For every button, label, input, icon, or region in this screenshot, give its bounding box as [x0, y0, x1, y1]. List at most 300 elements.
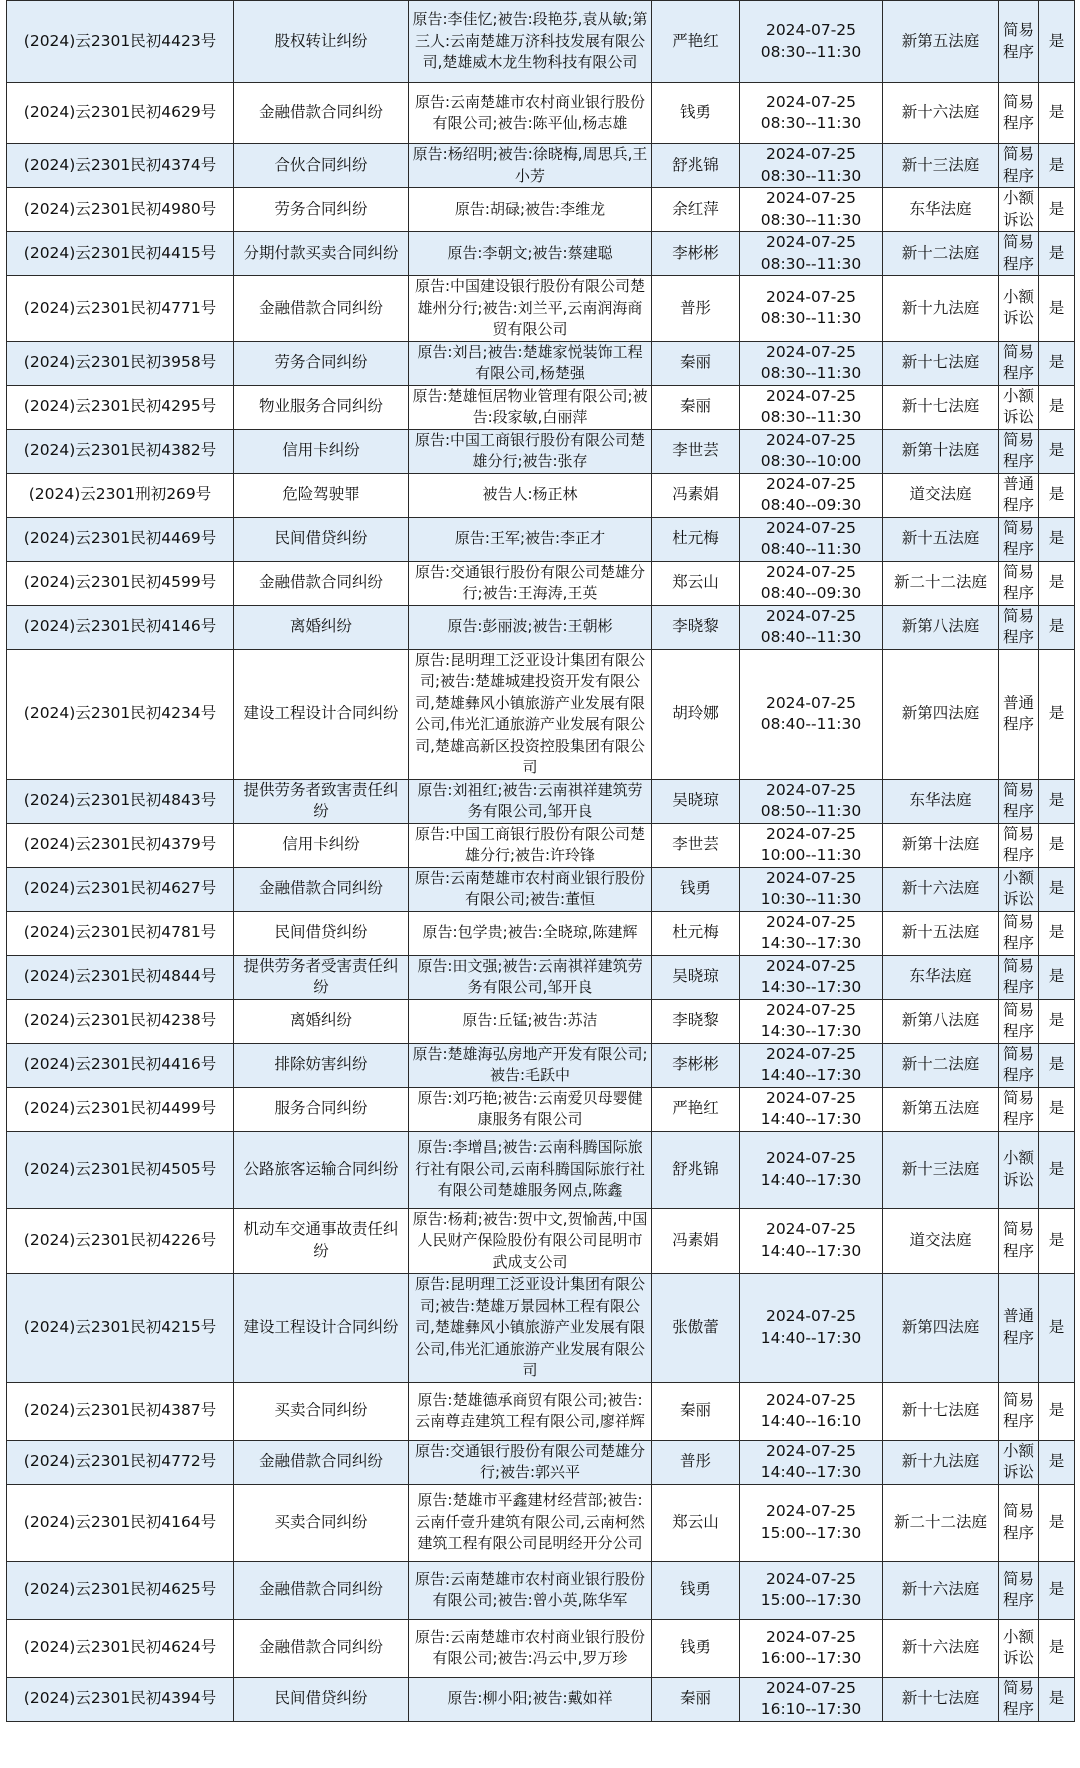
- public-hearing-cell: 是: [1039, 955, 1075, 999]
- public-hearing-cell: 是: [1039, 1484, 1075, 1561]
- public-hearing-cell: 是: [1039, 999, 1075, 1043]
- case-number-cell: (2024)云2301民初4844号: [7, 955, 234, 999]
- procedure-cell: 普通程序: [999, 473, 1039, 517]
- public-hearing-cell: 是: [1039, 649, 1075, 779]
- case-number-cell: (2024)云2301民初4416号: [7, 1043, 234, 1087]
- hearing-time-cell: [740, 911, 883, 955]
- procedure-cell: 简易程序: [999, 1087, 1039, 1131]
- judge-cell: 杜元梅: [652, 517, 740, 561]
- case-cause-cell: 金融借款合同纠纷: [234, 1619, 409, 1677]
- hearing-time-cell: [740, 649, 883, 779]
- hearing-date: 2024-07-25: [765, 1502, 857, 1520]
- parties-cell: 原告:云南楚雄市农村商业银行股份有限公司;被告:董恒: [409, 867, 652, 911]
- table-row: [7, 823, 1075, 867]
- judge-cell: 秦丽: [652, 341, 740, 385]
- case-number-cell: (2024)云2301民初4771号: [7, 276, 234, 342]
- parties-cell: 原告:中国工商银行股份有限公司楚雄分行;被告:张存: [409, 429, 652, 473]
- judge-cell: 钱勇: [652, 867, 740, 911]
- public-hearing-cell: 是: [1039, 1561, 1075, 1619]
- hearing-date: 2024-07-25: [765, 1307, 857, 1326]
- judge-cell: 舒兆锦: [652, 1131, 740, 1208]
- parties-cell: 原告:杨莉;被告:贺中文,贺愉茜,中国人民财产保险股份有限公司昆明市武成支公司: [409, 1208, 652, 1274]
- judge-cell: 李世芸: [652, 823, 740, 867]
- courtroom-cell: 新第五法庭: [883, 1, 999, 83]
- courtroom-cell: 新二十二法庭: [883, 1484, 999, 1561]
- courtroom-cell: 新十七法庭: [883, 1382, 999, 1440]
- hearing-time-range: 08:30--11:30: [760, 42, 862, 61]
- table-row: [7, 1484, 1075, 1561]
- table-row: [7, 605, 1075, 649]
- parties-cell: 原告:田文强;被告:云南祺祥建筑劳务有限公司,邹开良: [409, 955, 652, 999]
- hearing-date: 2024-07-25: [765, 1000, 857, 1019]
- procedure-cell: 简易程序: [999, 955, 1039, 999]
- hearing-time-cell: [740, 999, 883, 1043]
- case-number-cell: (2024)云2301民初4394号: [7, 1677, 234, 1721]
- procedure-cell: 简易程序: [999, 779, 1039, 823]
- hearing-time-cell: [740, 779, 883, 823]
- hearing-date: 2024-07-25: [765, 1220, 857, 1239]
- case-number-cell: (2024)云2301民初4843号: [7, 779, 234, 823]
- case-cause-cell: 提供劳务者致害责任纠纷: [234, 779, 409, 823]
- parties-cell: 原告:王军;被告:李正才: [409, 517, 652, 561]
- case-number-cell: (2024)云2301民初4164号: [7, 1484, 234, 1561]
- table-row: [7, 1087, 1075, 1131]
- procedure-cell: 简易程序: [999, 341, 1039, 385]
- procedure-cell: 小额诉讼: [999, 276, 1039, 342]
- table-row: [7, 999, 1075, 1043]
- table-row: [7, 83, 1075, 144]
- parties-cell: 原告:刘巧艳;被告:云南爱贝母婴健康服务有限公司: [409, 1087, 652, 1131]
- hearing-date: 2024-07-25: [765, 868, 857, 887]
- case-cause-cell: 信用卡纠纷: [234, 429, 409, 473]
- hearing-date: 2024-07-25: [765, 342, 857, 361]
- procedure-cell: 简易程序: [999, 605, 1039, 649]
- judge-cell: 吴晓琼: [652, 779, 740, 823]
- courtroom-cell: 新第四法庭: [883, 649, 999, 779]
- parties-cell: 原告:楚雄德承商贸有限公司;被告:云南尊垚建筑工程有限公司,廖祥辉: [409, 1382, 652, 1440]
- hearing-time-cell: [740, 83, 883, 144]
- hearing-time-range: 08:40--11:30: [760, 540, 862, 558]
- public-hearing-cell: 是: [1039, 823, 1075, 867]
- procedure-cell: 简易程序: [999, 823, 1039, 867]
- hearing-time-cell: [740, 561, 883, 605]
- procedure-cell: 小额诉讼: [999, 867, 1039, 911]
- table-row: [7, 1, 1075, 83]
- courtroom-cell: 新第十法庭: [883, 823, 999, 867]
- hearing-time-range: 14:40--17:30: [760, 1110, 862, 1128]
- hearing-time-cell: [740, 1561, 883, 1619]
- hearing-time-cell: [740, 473, 883, 517]
- hearing-time-range: 14:40--17:30: [760, 1170, 862, 1189]
- parties-cell: 原告:柳小阳;被告:戴如祥: [409, 1677, 652, 1721]
- case-cause-cell: 公路旅客运输合同纠纷: [234, 1131, 409, 1208]
- judge-cell: 李世芸: [652, 429, 740, 473]
- parties-cell: 原告:中国工商银行股份有限公司楚雄分行;被告:许玲锋: [409, 823, 652, 867]
- courtroom-cell: 新十五法庭: [883, 911, 999, 955]
- case-number-cell: (2024)云2301民初4374号: [7, 144, 234, 188]
- hearing-date: 2024-07-25: [765, 386, 857, 405]
- hearing-time-range: 08:30--10:00: [760, 452, 862, 470]
- case-cause-cell: 劳务合同纠纷: [234, 341, 409, 385]
- judge-cell: 普彤: [652, 276, 740, 342]
- public-hearing-cell: 是: [1039, 341, 1075, 385]
- case-number-cell: (2024)云2301民初4146号: [7, 605, 234, 649]
- case-cause-cell: 金融借款合同纠纷: [234, 561, 409, 605]
- table-row: [7, 1208, 1075, 1274]
- public-hearing-cell: 是: [1039, 1274, 1075, 1383]
- judge-cell: 普彤: [652, 1440, 740, 1484]
- public-hearing-cell: 是: [1039, 1208, 1075, 1274]
- hearing-time-cell: [740, 867, 883, 911]
- public-hearing-cell: 是: [1039, 1, 1075, 83]
- judge-cell: 秦丽: [652, 1382, 740, 1440]
- case-cause-cell: 买卖合同纠纷: [234, 1484, 409, 1561]
- procedure-cell: 简易程序: [999, 1, 1039, 83]
- public-hearing-cell: 是: [1039, 188, 1075, 232]
- case-cause-cell: 金融借款合同纠纷: [234, 83, 409, 144]
- courtroom-cell: 道交法庭: [883, 1208, 999, 1274]
- public-hearing-cell: 是: [1039, 276, 1075, 342]
- hearing-date: 2024-07-25: [765, 1044, 857, 1063]
- case-cause-cell: 金融借款合同纠纷: [234, 1440, 409, 1484]
- courtroom-cell: 东华法庭: [883, 779, 999, 823]
- case-number-cell: (2024)云2301民初4379号: [7, 823, 234, 867]
- courtroom-cell: 新第八法庭: [883, 605, 999, 649]
- hearing-date: 2024-07-25: [765, 606, 857, 625]
- parties-cell: 原告:杨绍明;被告:徐晓梅,周思兵,王小芳: [409, 144, 652, 188]
- hearing-time-cell: [740, 429, 883, 473]
- procedure-cell: 简易程序: [999, 144, 1039, 188]
- parties-cell: 原告:刘祖红;被告:云南祺祥建筑劳务有限公司,邹开良: [409, 779, 652, 823]
- public-hearing-cell: 是: [1039, 1440, 1075, 1484]
- case-number-cell: (2024)云2301民初4226号: [7, 1208, 234, 1274]
- table-row: [7, 517, 1075, 561]
- public-hearing-cell: 是: [1039, 1131, 1075, 1208]
- courtroom-cell: 新第八法庭: [883, 999, 999, 1043]
- hearing-time-range: 16:10--17:30: [760, 1700, 862, 1718]
- hearing-date: 2024-07-25: [765, 956, 857, 975]
- hearing-time-range: 08:30--11:30: [760, 114, 862, 132]
- public-hearing-cell: 是: [1039, 83, 1075, 144]
- hearing-date: 2024-07-25: [765, 287, 857, 306]
- judge-cell: 李彬彬: [652, 232, 740, 276]
- table-row: [7, 385, 1075, 429]
- procedure-cell: 小额诉讼: [999, 1619, 1039, 1677]
- courtroom-cell: 新十二法庭: [883, 1043, 999, 1087]
- parties-cell: 原告:昆明理工泛亚设计集团有限公司;被告:楚雄城建投资开发有限公司,楚雄彝风小镇旅游产业发展有限公司,伟光汇通旅游产业发展有限公司,楚雄高新区投资控股集团有限公司: [409, 649, 652, 779]
- hearing-date: 2024-07-25: [765, 189, 857, 207]
- case-cause-cell: 民间借贷纠纷: [234, 911, 409, 955]
- table-row: [7, 911, 1075, 955]
- parties-cell: 原告:昆明理工泛亚设计集团有限公司;被告:楚雄万景园林工程有限公司,楚雄彝风小镇旅游产业发展有限公司,伟光汇通旅游产业发展有限公司: [409, 1274, 652, 1383]
- judge-cell: 胡玲娜: [652, 649, 740, 779]
- public-hearing-cell: 是: [1039, 1087, 1075, 1131]
- case-cause-cell: 提供劳务者受害责任纠纷: [234, 955, 409, 999]
- hearing-schedule-table: [6, 0, 1075, 1722]
- hearing-time-cell: [740, 144, 883, 188]
- parties-cell: 原告:云南楚雄市农村商业银行股份有限公司;被告:陈平仙,杨志雄: [409, 83, 652, 144]
- table-row: [7, 561, 1075, 605]
- courtroom-cell: 东华法庭: [883, 955, 999, 999]
- procedure-cell: 简易程序: [999, 1561, 1039, 1619]
- courtroom-cell: 新第十法庭: [883, 429, 999, 473]
- courtroom-cell: 新十二法庭: [883, 232, 999, 276]
- public-hearing-cell: 是: [1039, 779, 1075, 823]
- judge-cell: 秦丽: [652, 1677, 740, 1721]
- public-hearing-cell: 是: [1039, 1677, 1075, 1721]
- table-row: [7, 955, 1075, 999]
- judge-cell: 李晓黎: [652, 605, 740, 649]
- parties-cell: 原告:李增昌;被告:云南科腾国际旅行社有限公司,云南科腾国际旅行社有限公司楚雄服务网点,陈鑫: [409, 1131, 652, 1208]
- hearing-time-range: 08:40--09:30: [760, 584, 862, 602]
- case-cause-cell: 民间借贷纠纷: [234, 1677, 409, 1721]
- procedure-cell: 简易程序: [999, 1484, 1039, 1561]
- hearing-time-range: 14:40--17:30: [760, 1241, 862, 1260]
- courtroom-cell: 新十六法庭: [883, 83, 999, 144]
- table-row: [7, 232, 1075, 276]
- table-row: [7, 1440, 1075, 1484]
- parties-cell: 原告:刘吕;被告:楚雄家悦装饰工程有限公司,杨楚强: [409, 341, 652, 385]
- table-row: [7, 779, 1075, 823]
- hearing-time-range: 14:30--17:30: [760, 934, 862, 952]
- hearing-date: 2024-07-25: [765, 824, 857, 843]
- hearing-time-range: 10:00--11:30: [760, 846, 862, 864]
- hearing-date: 2024-07-25: [765, 912, 857, 931]
- hearing-time-cell: [740, 1043, 883, 1087]
- hearing-date: 2024-07-25: [765, 92, 857, 111]
- public-hearing-cell: 是: [1039, 561, 1075, 605]
- hearing-time-range: 15:00--17:30: [760, 1523, 862, 1542]
- hearing-time-range: 15:00--17:30: [760, 1591, 862, 1609]
- case-number-cell: (2024)云2301民初4625号: [7, 1561, 234, 1619]
- judge-cell: 严艳红: [652, 1, 740, 83]
- parties-cell: 原告:交通银行股份有限公司楚雄分行;被告:郭兴平: [409, 1440, 652, 1484]
- public-hearing-cell: 是: [1039, 605, 1075, 649]
- judge-cell: 郑云山: [652, 1484, 740, 1561]
- hearing-date: 2024-07-25: [765, 21, 857, 39]
- hearing-date: 2024-07-25: [765, 474, 857, 493]
- procedure-cell: 小额诉讼: [999, 1440, 1039, 1484]
- case-cause-cell: 排除妨害纠纷: [234, 1043, 409, 1087]
- hearing-time-range: 16:00--17:30: [760, 1649, 862, 1667]
- hearing-date: 2024-07-25: [765, 233, 857, 251]
- judge-cell: 杜元梅: [652, 911, 740, 955]
- case-cause-cell: 分期付款买卖合同纠纷: [234, 232, 409, 276]
- table-row: [7, 1619, 1075, 1677]
- procedure-cell: 简易程序: [999, 1208, 1039, 1274]
- hearing-time-cell: [740, 276, 883, 342]
- case-cause-cell: 离婚纠纷: [234, 999, 409, 1043]
- case-cause-cell: 民间借贷纠纷: [234, 517, 409, 561]
- table-row: [7, 144, 1075, 188]
- case-number-cell: (2024)云2301民初4980号: [7, 188, 234, 232]
- table-row: [7, 1677, 1075, 1721]
- hearing-time-cell: [740, 1131, 883, 1208]
- case-number-cell: (2024)云2301民初4629号: [7, 83, 234, 144]
- hearing-time-cell: [740, 1440, 883, 1484]
- case-number-cell: (2024)云2301民初4387号: [7, 1382, 234, 1440]
- judge-cell: 张傲蕾: [652, 1274, 740, 1383]
- hearing-date: 2024-07-25: [765, 518, 857, 537]
- table-row: [7, 188, 1075, 232]
- table-row: [7, 1561, 1075, 1619]
- judge-cell: 钱勇: [652, 1619, 740, 1677]
- case-number-cell: (2024)云2301民初4415号: [7, 232, 234, 276]
- courtroom-cell: 新第四法庭: [883, 1274, 999, 1383]
- procedure-cell: 普通程序: [999, 1274, 1039, 1383]
- courtroom-cell: 东华法庭: [883, 188, 999, 232]
- hearing-time-range: 08:40--11:30: [760, 715, 862, 733]
- hearing-time-range: 14:40--16:10: [760, 1412, 862, 1430]
- hearing-date: 2024-07-25: [765, 1678, 857, 1697]
- case-cause-cell: 离婚纠纷: [234, 605, 409, 649]
- procedure-cell: 小额诉讼: [999, 385, 1039, 429]
- hearing-date: 2024-07-25: [765, 562, 857, 581]
- case-cause-cell: 机动车交通事故责任纠纷: [234, 1208, 409, 1274]
- table-row: [7, 473, 1075, 517]
- hearing-schedule-sheet: [6, 0, 1074, 1722]
- procedure-cell: 简易程序: [999, 1382, 1039, 1440]
- procedure-cell: 小额诉讼: [999, 1131, 1039, 1208]
- table-row: [7, 1043, 1075, 1087]
- parties-cell: 被告人:杨正林: [409, 473, 652, 517]
- case-cause-cell: 买卖合同纠纷: [234, 1382, 409, 1440]
- case-number-cell: (2024)云2301民初4772号: [7, 1440, 234, 1484]
- hearing-time-cell: [740, 1677, 883, 1721]
- parties-cell: 原告:彭丽波;被告:王朝彬: [409, 605, 652, 649]
- courtroom-cell: 新十六法庭: [883, 1561, 999, 1619]
- case-number-cell: (2024)云2301民初4295号: [7, 385, 234, 429]
- judge-cell: 李彬彬: [652, 1043, 740, 1087]
- table-row: [7, 1131, 1075, 1208]
- case-number-cell: (2024)云2301民初3958号: [7, 341, 234, 385]
- judge-cell: 郑云山: [652, 561, 740, 605]
- public-hearing-cell: 是: [1039, 911, 1075, 955]
- parties-cell: 原告:楚雄市平鑫建材经营部;被告:云南仟壹升建筑有限公司,云南柯然建筑工程有限公司昆明经开分公司: [409, 1484, 652, 1561]
- parties-cell: 原告:楚雄海弘房地产开发有限公司;被告:毛跃中: [409, 1043, 652, 1087]
- table-row: [7, 429, 1075, 473]
- case-number-cell: (2024)云2301民初4624号: [7, 1619, 234, 1677]
- case-number-cell: (2024)云2301民初4423号: [7, 1, 234, 83]
- hearing-time-cell: [740, 232, 883, 276]
- procedure-cell: 简易程序: [999, 429, 1039, 473]
- hearing-time-range: 08:30--11:30: [760, 210, 862, 229]
- procedure-cell: 简易程序: [999, 999, 1039, 1043]
- hearing-time-range: 08:30--11:30: [760, 364, 862, 382]
- hearing-time-range: 08:50--11:30: [760, 802, 862, 820]
- table-row: [7, 276, 1075, 342]
- public-hearing-cell: 是: [1039, 1043, 1075, 1087]
- case-cause-cell: 合伙合同纠纷: [234, 144, 409, 188]
- courtroom-cell: 新十六法庭: [883, 867, 999, 911]
- hearing-time-cell: [740, 1382, 883, 1440]
- procedure-cell: 简易程序: [999, 911, 1039, 955]
- public-hearing-cell: 是: [1039, 232, 1075, 276]
- hearing-time-range: 08:40--09:30: [760, 496, 862, 514]
- courtroom-cell: 新十六法庭: [883, 1619, 999, 1677]
- hearing-time-cell: [740, 823, 883, 867]
- judge-cell: 钱勇: [652, 1561, 740, 1619]
- case-number-cell: (2024)云2301民初4469号: [7, 517, 234, 561]
- procedure-cell: 简易程序: [999, 232, 1039, 276]
- hearing-time-range: 14:30--17:30: [760, 1022, 862, 1040]
- hearing-time-cell: [740, 1619, 883, 1677]
- hearing-date: 2024-07-25: [765, 780, 857, 799]
- hearing-time-range: 08:30--11:30: [760, 309, 862, 328]
- hearing-date: 2024-07-25: [765, 1088, 857, 1107]
- hearing-date: 2024-07-25: [765, 1441, 857, 1460]
- parties-cell: 原告:胡碌;被告:李维龙: [409, 188, 652, 232]
- parties-cell: 原告:交通银行股份有限公司楚雄分行;被告:王海涛,王英: [409, 561, 652, 605]
- judge-cell: 余红萍: [652, 188, 740, 232]
- courtroom-cell: 新十七法庭: [883, 385, 999, 429]
- courtroom-cell: 新十三法庭: [883, 144, 999, 188]
- case-cause-cell: 金融借款合同纠纷: [234, 276, 409, 342]
- public-hearing-cell: 是: [1039, 385, 1075, 429]
- hearing-time-cell: [740, 1274, 883, 1383]
- table-row: [7, 649, 1075, 779]
- case-number-cell: (2024)云2301民初4599号: [7, 561, 234, 605]
- courtroom-cell: 新十五法庭: [883, 517, 999, 561]
- table-row: [7, 1274, 1075, 1383]
- hearing-date: 2024-07-25: [765, 1569, 857, 1588]
- hearing-time-range: 14:40--17:30: [760, 1066, 862, 1084]
- judge-cell: 李晓黎: [652, 999, 740, 1043]
- case-cause-cell: 建设工程设计合同纠纷: [234, 649, 409, 779]
- hearing-time-range: 10:30--11:30: [760, 890, 862, 908]
- procedure-cell: 简易程序: [999, 517, 1039, 561]
- case-cause-cell: 建设工程设计合同纠纷: [234, 1274, 409, 1383]
- parties-cell: 原告:李佳忆;被告:段艳芬,袁从敏;第三人:云南楚雄万济科技发展有限公司,楚雄威木龙生物科技有限公司: [409, 1, 652, 83]
- courtroom-cell: 新十七法庭: [883, 341, 999, 385]
- case-number-cell: (2024)云2301民初4382号: [7, 429, 234, 473]
- case-number-cell: (2024)云2301民初4238号: [7, 999, 234, 1043]
- case-number-cell: (2024)云2301民初4499号: [7, 1087, 234, 1131]
- hearing-time-cell: [740, 1208, 883, 1274]
- hearing-time-cell: [740, 341, 883, 385]
- hearing-time-range: 14:30--17:30: [760, 978, 862, 996]
- procedure-cell: 小额诉讼: [999, 188, 1039, 232]
- judge-cell: 冯素娟: [652, 1208, 740, 1274]
- hearing-time-range: 08:40--11:30: [760, 628, 862, 646]
- table-row: [7, 867, 1075, 911]
- case-number-cell: (2024)云2301民初4505号: [7, 1131, 234, 1208]
- courtroom-cell: 新十九法庭: [883, 276, 999, 342]
- public-hearing-cell: 是: [1039, 867, 1075, 911]
- case-cause-cell: 服务合同纠纷: [234, 1087, 409, 1131]
- case-cause-cell: 物业服务合同纠纷: [234, 385, 409, 429]
- public-hearing-cell: 是: [1039, 144, 1075, 188]
- public-hearing-cell: 是: [1039, 517, 1075, 561]
- hearing-time-cell: [740, 188, 883, 232]
- case-cause-cell: 信用卡纠纷: [234, 823, 409, 867]
- table-row: [7, 1382, 1075, 1440]
- hearing-time-cell: [740, 517, 883, 561]
- hearing-time-range: 14:40--17:30: [760, 1463, 862, 1481]
- hearing-time-cell: [740, 1, 883, 83]
- case-cause-cell: 金融借款合同纠纷: [234, 867, 409, 911]
- public-hearing-cell: 是: [1039, 473, 1075, 517]
- table-row: [7, 341, 1075, 385]
- judge-cell: 舒兆锦: [652, 144, 740, 188]
- hearing-time-range: 08:30--11:30: [760, 166, 862, 185]
- case-number-cell: (2024)云2301民初4627号: [7, 867, 234, 911]
- case-cause-cell: 金融借款合同纠纷: [234, 1561, 409, 1619]
- hearing-time-cell: [740, 385, 883, 429]
- case-cause-cell: 劳务合同纠纷: [234, 188, 409, 232]
- procedure-cell: 简易程序: [999, 1677, 1039, 1721]
- case-number-cell: (2024)云2301民初4215号: [7, 1274, 234, 1383]
